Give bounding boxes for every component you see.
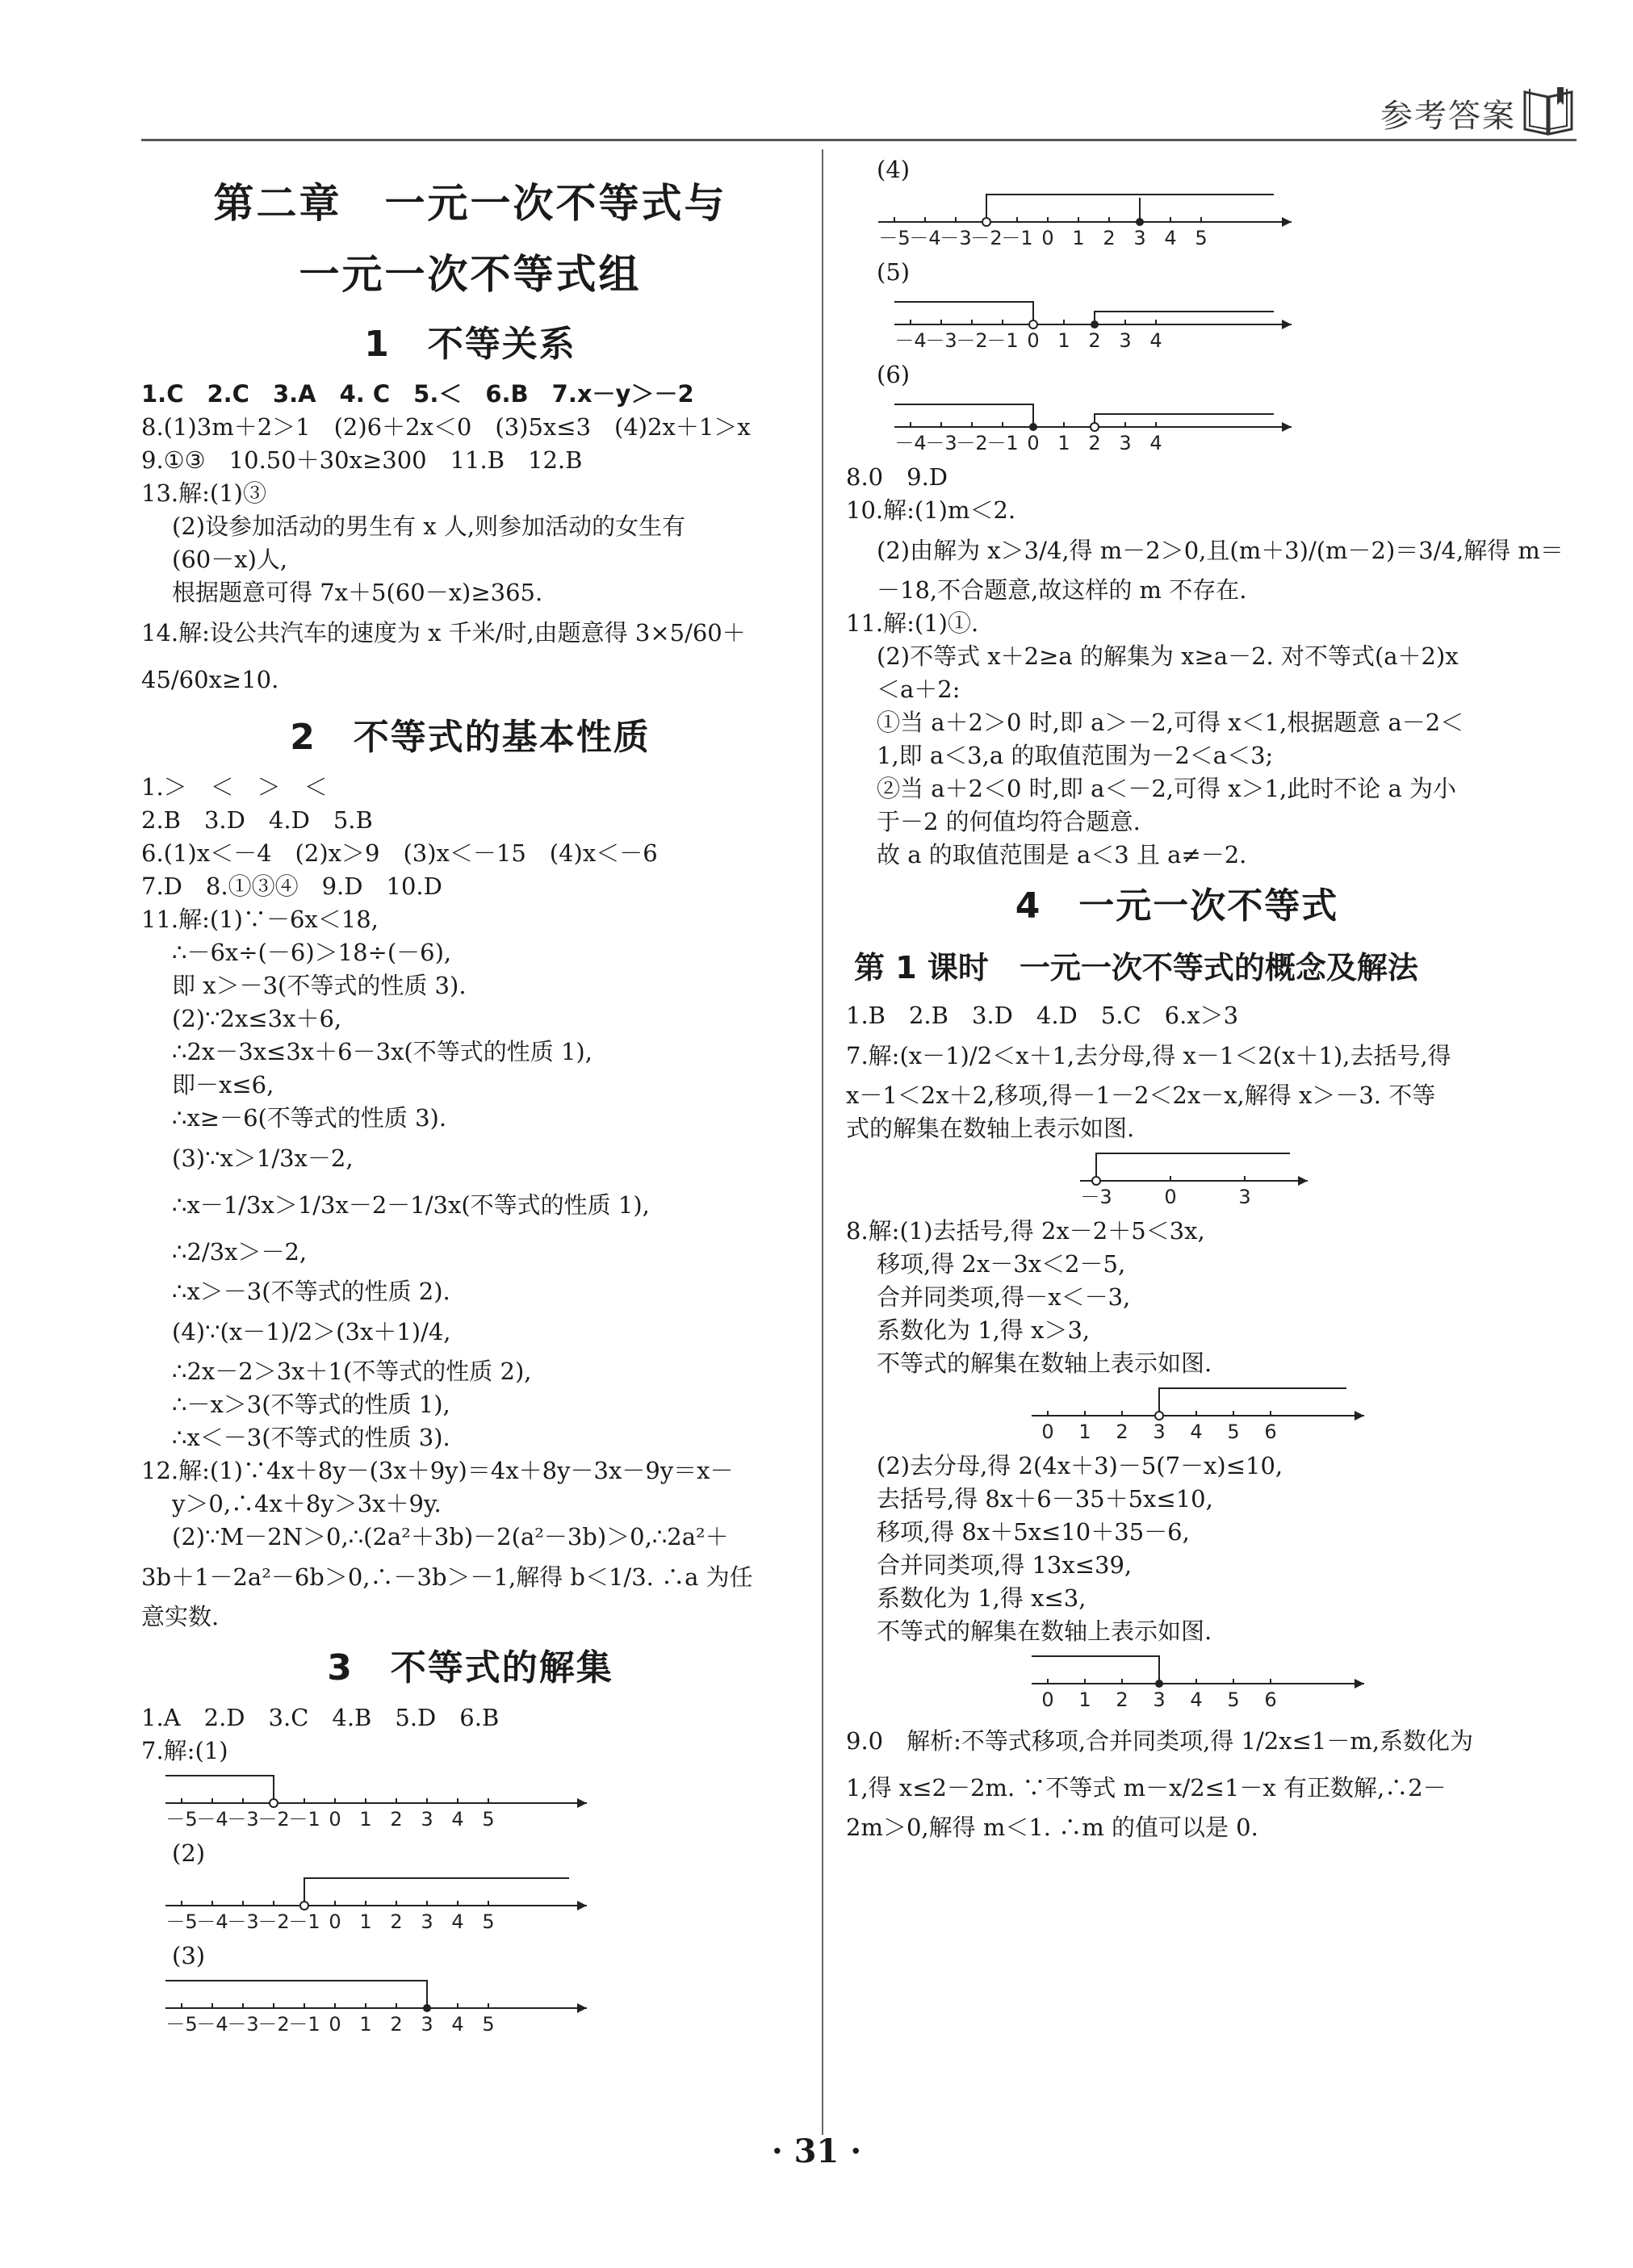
tick-label: 1: [1057, 432, 1070, 453]
solution-ray: [1032, 1656, 1159, 1684]
s1-line: 45/60x≥10.: [141, 666, 279, 693]
solution-ray: [986, 195, 1274, 222]
tick-label: －3: [1080, 1186, 1112, 1207]
s3-line: 7.解:(1): [141, 1737, 228, 1764]
tick-label: 3: [1119, 329, 1132, 350]
tick-label: 5: [1227, 1421, 1240, 1442]
tick-label: 0: [1027, 329, 1040, 350]
tick-label: －1: [288, 1808, 320, 1829]
axis-arrow: [577, 1901, 587, 1910]
page-number: · 31 ·: [771, 2132, 862, 2170]
tick-label: 0: [1041, 1421, 1054, 1442]
tick-label: 0: [1164, 1186, 1177, 1207]
tick-label: －2: [956, 329, 988, 350]
tick-label: 2: [390, 1910, 403, 1931]
tick-label: 0: [329, 1910, 341, 1931]
tick-label: －3: [227, 1910, 259, 1931]
tick-label: 2: [390, 2013, 403, 2034]
open-dot: [1092, 1177, 1100, 1185]
tick-label: －2: [970, 227, 1003, 248]
s1-line: (60－x)人,: [172, 546, 288, 573]
open-dot: [300, 1902, 308, 1910]
s2-line: (2)∵2x≤3x＋6,: [172, 1005, 342, 1032]
s4-line: (2)去分母,得 2(4x＋3)－5(7－x)≤10,: [877, 1452, 1283, 1479]
s2-line: ∴2x－3x≤3x＋6－3x(不等式的性质 1),: [172, 1038, 592, 1065]
r-line: －18,不合题意,故这样的 m 不存在.: [877, 576, 1247, 604]
r-line: 8.0 9.D: [846, 463, 948, 491]
axis-arrow: [1282, 422, 1292, 432]
tick-label: 0: [329, 1808, 341, 1829]
solution-ray: [165, 1981, 427, 2008]
tick-label: 2: [390, 1808, 403, 1829]
left-column: [141, 153, 799, 2042]
tick-label: －5: [165, 1910, 198, 1931]
tick-label: －5: [165, 1808, 198, 1829]
tick-label: －2: [956, 432, 988, 453]
number-line-r-6: [846, 395, 1298, 453]
tick-label: 1: [359, 2013, 372, 2034]
tick-label: 4: [1149, 432, 1162, 453]
s4-line: 8.解:(1)去括号,得 2x－2＋5＜3x,: [846, 1217, 1205, 1245]
tick-label: 2: [1103, 227, 1116, 248]
s2-line: 6.(1)x＜－4 (2)x＞9 (3)x＜－15 (4)x＜－6: [141, 839, 658, 867]
tick-label: －2: [258, 2013, 290, 2034]
tick-label: －3: [940, 227, 972, 248]
s2-line: ∴－6x÷(－6)＞18÷(－6),: [172, 939, 452, 966]
r-line: (6): [877, 361, 911, 388]
s2-line: 7.D 8.①③④ 9.D 10.D: [141, 872, 442, 900]
tick-label: －4: [894, 329, 927, 350]
s2-line: 1.＞ ＜ ＞ ＜: [141, 773, 328, 801]
s4-line: 去括号,得 8x＋6－35＋5x≤10,: [877, 1485, 1213, 1513]
tick-label: 1: [359, 1808, 372, 1829]
s4-line: 式的解集在数轴上表示如图.: [846, 1115, 1135, 1142]
s2-line: ∴2/3x＞－2,: [172, 1238, 308, 1266]
closed-dot: [1091, 320, 1099, 328]
s4-line: 9.0 解析:不等式移项,合并同类项,得 1/2x≤1－m,系数化为: [846, 1727, 1474, 1755]
s2-line: 即－x≤6,: [172, 1071, 274, 1098]
s4-line: x－1＜2x＋2,移项,得－1－2＜2x－x,解得 x＞－3. 不等: [846, 1082, 1436, 1109]
chapter-title-line-2: 一元一次不等式组: [299, 251, 642, 298]
closed-dot: [1136, 218, 1144, 226]
axis-arrow: [577, 1798, 587, 1808]
tick-label: －4: [196, 2013, 228, 2034]
header-label: 参考答案: [1380, 98, 1516, 135]
section-title-4: 4 一元一次不等式: [1015, 885, 1339, 927]
number-line-r-5: [846, 292, 1298, 350]
tick-label: －1: [1001, 227, 1033, 248]
s2-line: 2.B 3.D 4.D 5.B: [141, 806, 373, 834]
s3-line: 1.A 2.D 3.C 4.B 5.D 6.B: [141, 1704, 500, 1731]
solution-ray: [304, 1878, 569, 1906]
s2-line: (3)∵x＞1/3x－2,: [172, 1144, 354, 1172]
s2-line: 即 x＞－3(不等式的性质 3).: [172, 972, 467, 999]
tick-label: －1: [986, 329, 1019, 350]
s4-line: 移项,得 8x＋5x≤10＋35－6,: [877, 1518, 1190, 1546]
tick-label: 4: [1164, 227, 1177, 248]
number-line-r-4: [846, 190, 1298, 248]
s1-line: (2)设参加活动的男生有 x 人,则参加活动的女生有: [172, 513, 686, 540]
tick-label: 4: [451, 1910, 464, 1931]
tick-label: 1: [1072, 227, 1085, 248]
solution-ray: [894, 404, 1033, 427]
tick-label: 1: [1057, 329, 1070, 350]
tick-label: 5: [1195, 227, 1208, 248]
r-line: ②当 a＋2＜0 时,即 a＜－2,可得 x＞1,此时不论 a 为小: [877, 775, 1456, 802]
open-dot: [1029, 320, 1037, 328]
s1-line: 14.解:设公共汽车的速度为 x 千米/时,由题意得 3×5/60＋: [141, 619, 746, 647]
tick-label: －2: [258, 1808, 290, 1829]
tick-label: －3: [925, 432, 957, 453]
tick-label: 3: [1119, 432, 1132, 453]
tick-label: －3: [227, 1808, 259, 1829]
tick-label: －4: [196, 1910, 228, 1931]
tick-label: 5: [482, 1910, 495, 1931]
s2-line: 12.解:(1)∵4x＋8y－(3x＋9y)＝4x＋8y－3x－9y＝x－: [141, 1457, 734, 1484]
r-line: (5): [877, 258, 911, 286]
tick-label: 4: [1190, 1421, 1203, 1442]
tick-label: －2: [258, 1910, 290, 1931]
s4-line: 系数化为 1,得 x≤3,: [877, 1584, 1087, 1612]
tick-label: 4: [1190, 1688, 1203, 1709]
tick-label: －1: [986, 432, 1019, 453]
tick-label: 3: [1238, 1186, 1251, 1207]
r-line: (2)由解为 x＞3/4,得 m－2＞0,且(m＋3)/(m－2)＝3/4,解得 m＝: [877, 537, 1564, 564]
s3-line: (2): [172, 1839, 206, 1867]
tick-label: 3: [1153, 1688, 1166, 1709]
solution-ray: [1096, 1153, 1290, 1181]
s1-line: 1.C 2.C 3.A 4. C 5.＜ 6.B 7.x－y＞－2: [141, 380, 694, 408]
closed-dot: [1155, 1680, 1163, 1688]
open-dot: [1091, 423, 1099, 431]
tick-label: 2: [1088, 432, 1101, 453]
s4-line: 合并同类项,得－x＜－3,: [877, 1283, 1131, 1311]
tick-label: －1: [288, 1910, 320, 1931]
tick-label: 5: [1227, 1688, 1240, 1709]
s2-line: 3b＋1－2a²－6b＞0,∴－3b＞－1,解得 b＜1/3. ∴a 为任: [141, 1563, 753, 1591]
tick-label: 3: [421, 2013, 433, 2034]
r-line: (2)不等式 x＋2≥a 的解集为 x≥a－2. 对不等式(a＋2)x: [877, 642, 1459, 670]
tick-label: －4: [196, 1808, 228, 1829]
tick-label: 3: [1153, 1421, 1166, 1442]
tick-label: 2: [1088, 329, 1101, 350]
tick-label: 3: [421, 1808, 433, 1829]
s4-line: 移项,得 2x－3x＜2－5,: [877, 1250, 1126, 1278]
axis-arrow: [577, 2003, 587, 2013]
tick-label: 4: [1149, 329, 1162, 350]
tick-label: 2: [1116, 1421, 1128, 1442]
solution-ray: [1159, 1388, 1346, 1416]
closed-dot: [1029, 423, 1037, 431]
tick-label: －3: [227, 2013, 259, 2034]
s2-line: ∴x＞－3(不等式的性质 2).: [172, 1278, 450, 1305]
s2-line: (4)∵(x－1)/2＞(3x＋1)/4,: [172, 1318, 451, 1345]
s4-line: 1,得 x≤2－2m. ∵不等式 m－x/2≤1－x 有正数解,∴2－: [846, 1774, 1447, 1801]
s4-line: 不等式的解集在数轴上表示如图.: [877, 1350, 1212, 1377]
lesson-title: 第 1 课时 一元一次不等式的概念及解法: [854, 950, 1418, 985]
s2-line: (2)∵M－2N＞0,∴(2a²＋3b)－2(a²－3b)＞0,∴2a²＋: [172, 1523, 729, 1550]
number-line-s3-2: [141, 1873, 593, 1931]
tick-label: 0: [329, 2013, 341, 2034]
s4-line: 不等式的解集在数轴上表示如图.: [877, 1617, 1212, 1645]
closed-dot: [423, 2004, 431, 2012]
tick-label: 0: [1041, 227, 1054, 248]
s4-line: 1.B 2.B 3.D 4.D 5.C 6.x＞3: [846, 1002, 1239, 1029]
tick-label: －4: [894, 432, 927, 453]
s1-line: 根据题意可得 7x＋5(60－x)≥365.: [172, 579, 543, 606]
solution-ray: [894, 302, 1033, 324]
s2-line: y＞0,∴4x＋8y＞3x＋9y.: [172, 1490, 442, 1517]
header-rule: [141, 139, 1576, 141]
open-dot: [1155, 1412, 1163, 1420]
tick-label: －3: [925, 329, 957, 350]
section-title-3: 3 不等式的解集: [327, 1647, 613, 1688]
number-line-q8b: [1032, 1651, 1371, 1709]
axis-arrow: [1282, 217, 1292, 227]
r-line: (4): [877, 156, 911, 183]
tick-label: 0: [1041, 1688, 1054, 1709]
tick-label: 1: [1078, 1688, 1091, 1709]
tick-label: 3: [421, 1910, 433, 1931]
tick-label: 5: [482, 1808, 495, 1829]
r-line: ①当 a＋2＞0 时,即 a＞－2,可得 x＜1,根据题意 a－2＜: [877, 709, 1464, 736]
tick-label: －5: [878, 227, 911, 248]
chapter-title-line-1: 第二章 一元一次不等式与: [213, 180, 727, 227]
column-divider: [822, 149, 823, 2135]
s2-line: ∴x－1/3x＞1/3x－2－1/3x(不等式的性质 1),: [172, 1191, 650, 1219]
section-title-1: 1 不等关系: [364, 324, 576, 365]
tick-label: 4: [451, 2013, 464, 2034]
tick-label: 4: [451, 1808, 464, 1829]
s4-line: 7.解:(x－1)/2＜x＋1,去分母,得 x－1＜2(x＋1),去括号,得: [846, 1042, 1451, 1069]
number-line-q8a: [1032, 1383, 1371, 1442]
open-dot: [982, 218, 990, 226]
s2-line: 11.解:(1)∵－6x＜18,: [141, 906, 379, 933]
tick-label: 5: [482, 2013, 495, 2034]
axis-arrow: [1355, 1411, 1364, 1421]
r-line: 10.解:(1)m＜2.: [846, 496, 1016, 524]
r-line: 故 a 的取值范围是 a＜3 且 a≠－2.: [877, 841, 1247, 868]
tick-label: 3: [1133, 227, 1146, 248]
s2-line: 意实数.: [141, 1603, 220, 1630]
tick-label: 0: [1027, 432, 1040, 453]
number-line-s3-1: [141, 1771, 593, 1829]
axis-arrow: [1298, 1176, 1308, 1186]
r-line: 11.解:(1)①.: [846, 609, 979, 637]
right-column: [846, 153, 1564, 1844]
s4-line: 系数化为 1,得 x＞3,: [877, 1316, 1091, 1344]
r-line: 于－2 的何值均符合题意.: [877, 808, 1141, 835]
s1-line: 8.(1)3m＋2＞1 (2)6＋2x＜0 (3)5x≤3 (4)2x＋1＞x: [141, 413, 751, 441]
tick-label: 1: [359, 1910, 372, 1931]
s2-line: ∴2x－2＞3x＋1(不等式的性质 2),: [172, 1358, 532, 1385]
tick-label: 2: [1116, 1688, 1128, 1709]
axis-arrow: [1355, 1679, 1364, 1688]
section-title-2: 2 不等式的基本性质: [290, 717, 651, 758]
r-line: 1,即 a＜3,a 的取值范围为－2＜a＜3;: [877, 742, 1274, 769]
s4-line: 合并同类项,得 13x≤39,: [877, 1551, 1133, 1579]
axis-arrow: [1282, 320, 1292, 329]
tick-label: －1: [288, 2013, 320, 2034]
number-line-q7: [1056, 1149, 1314, 1207]
tick-label: －5: [165, 2013, 198, 2034]
s2-line: ∴－x＞3(不等式的性质 1),: [172, 1391, 450, 1418]
tick-label: 6: [1264, 1688, 1277, 1709]
s1-line: 13.解:(1)③: [141, 479, 266, 507]
solution-ray: [1095, 414, 1274, 427]
open-book-icon: [1520, 81, 1576, 137]
tick-label: 6: [1264, 1421, 1277, 1442]
number-line-s3-3: [141, 1976, 593, 2034]
open-dot: [270, 1799, 278, 1807]
s4-line: 2m＞0,解得 m＜1. ∴m 的值可以是 0.: [846, 1814, 1258, 1841]
solution-ray: [1095, 312, 1274, 324]
s2-line: ∴x≥－6(不等式的性质 3).: [172, 1104, 447, 1132]
r-line: ＜a＋2:: [877, 676, 961, 703]
s2-line: ∴x＜－3(不等式的性质 3).: [172, 1424, 450, 1451]
s1-line: 9.①③ 10.50＋30x≥300 11.B 12.B: [141, 446, 583, 474]
s3-line: (3): [172, 1942, 206, 1969]
tick-label: －4: [909, 227, 941, 248]
tick-label: 1: [1078, 1421, 1091, 1442]
